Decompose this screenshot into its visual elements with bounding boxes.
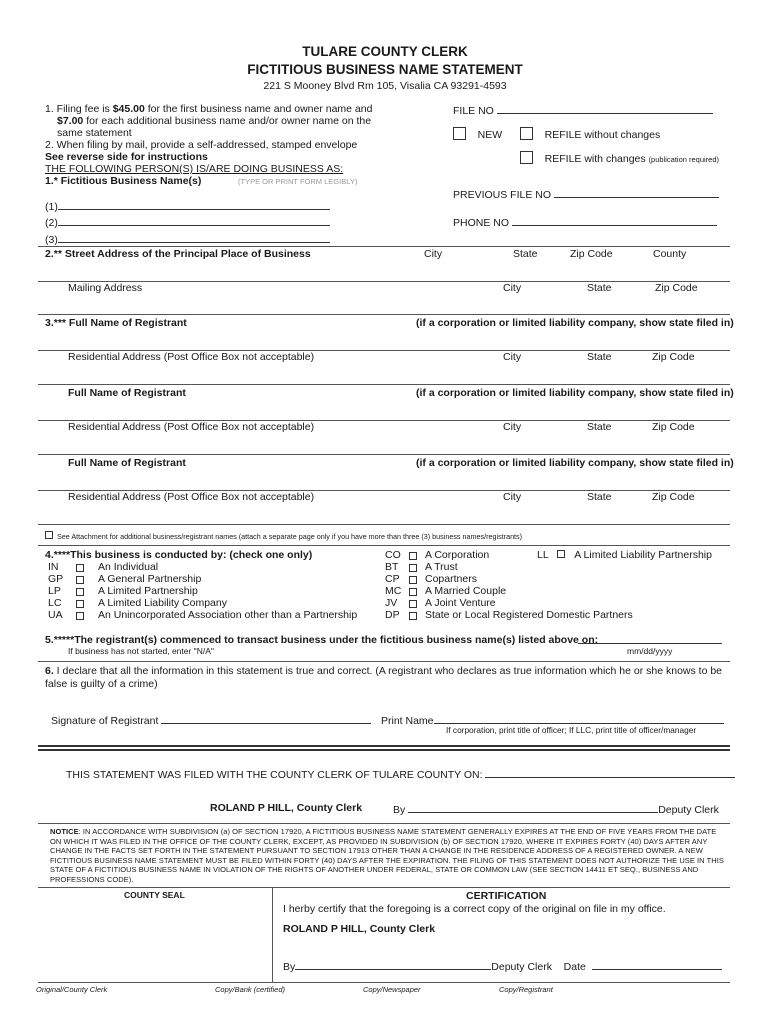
divider bbox=[38, 661, 730, 662]
signature-row: Signature of Registrant bbox=[51, 713, 371, 727]
registrant-1-corp-note: (if a corporation or limited liability company, show state filed in) bbox=[416, 317, 734, 329]
mailing-zip: Zip Code bbox=[655, 282, 698, 294]
registrant-1-zip: Zip Code bbox=[652, 351, 695, 363]
registrant-3-residential: Residential Address (Post Office Box not acceptable) bbox=[68, 491, 315, 503]
signature-field[interactable] bbox=[161, 713, 371, 724]
business-name-2-row: (2) bbox=[45, 215, 330, 229]
mailing-state: State bbox=[587, 282, 612, 294]
business-type-label: A Limited Partnership bbox=[98, 585, 198, 597]
certification-by-row: By Deputy Clerk Date bbox=[283, 959, 722, 973]
divider bbox=[38, 823, 730, 824]
business-type-code: IN bbox=[48, 561, 59, 573]
business-type-checkbox[interactable] bbox=[409, 552, 417, 560]
business-type-label: An Individual bbox=[98, 561, 159, 573]
business-name-1-field[interactable] bbox=[58, 199, 330, 210]
registrant-3-state: State bbox=[587, 491, 612, 503]
business-type-ll: LL A Limited Liability Partnership bbox=[537, 549, 712, 561]
declaration: 6. I declare that all the information in this statement is true and correct. (A registrant who declares as true information which he or she knows to be false is guilty of a crime) bbox=[45, 665, 723, 690]
business-type-checkbox[interactable] bbox=[409, 564, 417, 572]
business-type-label: A General Partnership bbox=[98, 573, 202, 585]
divider bbox=[38, 982, 730, 983]
mailing-address-label: Mailing Address bbox=[68, 282, 143, 294]
divider bbox=[38, 545, 730, 546]
business-name-3-field[interactable] bbox=[58, 232, 330, 243]
mailing-address-line[interactable] bbox=[38, 314, 730, 315]
business-type-checkbox[interactable] bbox=[76, 588, 84, 596]
registrant-3-address-line[interactable] bbox=[38, 524, 730, 525]
business-type-label: Copartners bbox=[425, 573, 477, 585]
business-type-checkbox[interactable] bbox=[409, 588, 417, 596]
divider bbox=[38, 887, 730, 888]
certification-date-field[interactable] bbox=[592, 959, 722, 970]
commence-date-field[interactable] bbox=[578, 633, 722, 644]
filed-date-field[interactable] bbox=[485, 767, 735, 778]
instruction-same-statement: same statement bbox=[57, 127, 132, 139]
business-type-checkbox[interactable] bbox=[409, 576, 417, 584]
doing-business-as: THE FOLLOWING PERSON(S) IS/ARE DOING BUSINESS AS: bbox=[45, 163, 344, 175]
business-type-code: DP bbox=[385, 609, 400, 621]
print-name-field[interactable] bbox=[434, 713, 724, 724]
county-seal-label: COUNTY SEAL bbox=[124, 890, 185, 900]
attachment-checkbox[interactable] bbox=[45, 531, 53, 539]
registrant-2-zip: Zip Code bbox=[652, 421, 695, 433]
registrant-1-address-line[interactable] bbox=[38, 384, 730, 385]
registrant-1-state: State bbox=[587, 351, 612, 363]
business-type-checkbox[interactable] bbox=[76, 576, 84, 584]
footer-copy-3: Copy/Newspaper bbox=[363, 985, 421, 994]
instruction-fee-additional: $7.00 for each additional business name and/or owner name on the bbox=[57, 115, 372, 127]
business-type-label: A Limited Liability Company bbox=[98, 597, 227, 609]
refile-without-checkbox[interactable] bbox=[520, 127, 533, 140]
business-type-label: An Unincorporated Association other than a Partnership bbox=[98, 609, 358, 621]
file-no-row: FILE NO bbox=[453, 103, 713, 117]
registrant-1-city: City bbox=[503, 351, 522, 363]
business-type-code: JV bbox=[385, 597, 398, 609]
mailing-city: City bbox=[503, 282, 522, 294]
registrant-2-city: City bbox=[503, 421, 522, 433]
section1-hint: (TYPE OR PRINT FORM LEGIBLY) bbox=[238, 177, 358, 186]
footer-copy-2: Copy/Bank (certified) bbox=[215, 985, 286, 994]
business-type-checkbox[interactable] bbox=[76, 612, 84, 620]
business-name-3-row: (3) bbox=[45, 232, 330, 246]
previous-file-no-row: PREVIOUS FILE NO bbox=[453, 187, 719, 201]
registrant-1-residential: Residential Address (Post Office Box not acceptable) bbox=[68, 351, 315, 363]
print-name-row: Print Name bbox=[381, 713, 724, 727]
business-type-code: MC bbox=[385, 585, 402, 597]
business-name-2-field[interactable] bbox=[58, 215, 330, 226]
new-option: NEW bbox=[453, 127, 502, 141]
footer-copy-1: Original/County Clerk bbox=[36, 985, 108, 994]
business-type-checkbox[interactable] bbox=[76, 600, 84, 608]
attachment-row: See Attachment for additional business/registrant names (attach a separate page only if you have more than three (3) business names/registrants) bbox=[45, 531, 522, 541]
date-format: mm/dd/yyyy bbox=[627, 646, 673, 656]
section2-county: County bbox=[653, 248, 687, 260]
registrant-3-city: City bbox=[503, 491, 522, 503]
certification-deputy-field[interactable] bbox=[295, 959, 491, 970]
certification-text: I herby certify that the foregoing is a correct copy of the original on file in my office. bbox=[283, 903, 666, 915]
refile-with-option: REFILE with changes (publication required) bbox=[520, 151, 719, 165]
phone-no-row: PHONE NO bbox=[453, 215, 717, 229]
section4-label: 4.****This business is conducted by: (check one only) bbox=[45, 549, 313, 561]
refile-without-option: REFILE without changes bbox=[520, 127, 660, 141]
section2-city: City bbox=[424, 248, 443, 260]
section1-label: 1.* Fictitious Business Name(s) bbox=[45, 175, 202, 187]
registrant-2-state: State bbox=[587, 421, 612, 433]
business-type-code: GP bbox=[48, 573, 64, 585]
business-type-checkbox[interactable] bbox=[409, 600, 417, 608]
instruction-fee: 1. Filing fee is $45.00 for the first business name and owner name and bbox=[45, 103, 373, 115]
seal-divider bbox=[272, 888, 273, 982]
file-no-field[interactable] bbox=[497, 103, 713, 114]
section3-label: 3.*** Full Name of Registrant bbox=[45, 317, 187, 329]
business-type-checkbox[interactable] bbox=[76, 564, 84, 572]
registrant-3-label: Full Name of Registrant bbox=[68, 457, 186, 469]
registrant-2-corp-note: (if a corporation or limited liability company, show state filed in) bbox=[416, 387, 734, 399]
business-type-checkbox[interactable] bbox=[409, 612, 417, 620]
registrant-2-residential: Residential Address (Post Office Box not acceptable) bbox=[68, 421, 315, 433]
certification-clerk: ROLAND P HILL, County Clerk bbox=[283, 923, 436, 935]
section5-label: 5.*****The registrant(s) commenced to transact business under the fictitious business name(s) listed above on: bbox=[45, 634, 599, 646]
filing-clerk: ROLAND P HILL, County Clerk bbox=[210, 802, 363, 814]
registrant-2-label: Full Name of Registrant bbox=[68, 387, 186, 399]
business-type-label: A Trust bbox=[425, 561, 458, 573]
office-address: 221 S Mooney Blvd Rm 105, Visalia CA 93291-4593 bbox=[263, 80, 507, 92]
filing-by-row: By Deputy Clerk bbox=[393, 804, 719, 816]
registrant-2-address-line[interactable] bbox=[38, 454, 730, 455]
section-separator bbox=[38, 745, 730, 751]
refile-with-checkbox[interactable] bbox=[520, 151, 533, 164]
section5-note: If business has not started, enter "N/A" bbox=[68, 646, 214, 656]
previous-file-no-field[interactable] bbox=[554, 187, 719, 198]
divider bbox=[38, 246, 730, 247]
business-type-code: UA bbox=[48, 609, 63, 621]
certification-title: CERTIFICATION bbox=[466, 890, 547, 902]
form-subtitle: FICTITIOUS BUSINESS NAME STATEMENT bbox=[247, 62, 523, 77]
registrant-3-zip: Zip Code bbox=[652, 491, 695, 503]
business-type-code: CP bbox=[385, 573, 400, 585]
business-type-ll-checkbox[interactable] bbox=[557, 550, 565, 558]
registrant-3-corp-note: (if a corporation or limited liability company, show state filed in) bbox=[416, 457, 734, 469]
business-type-label: A Corporation bbox=[425, 549, 490, 561]
form-title: TULARE COUNTY CLERK bbox=[302, 44, 468, 59]
business-type-label: State or Local Registered Domestic Partners bbox=[425, 609, 633, 621]
instruction-mail: 2. When filing by mail, provide a self-addressed, stamped envelope bbox=[45, 139, 358, 151]
business-type-code: LP bbox=[48, 585, 61, 597]
phone-no-field[interactable] bbox=[512, 215, 717, 226]
county-seal-area bbox=[40, 902, 266, 978]
section2-state: State bbox=[513, 248, 538, 260]
footer-copy-4: Copy/Registrant bbox=[499, 985, 553, 994]
business-type-code: LC bbox=[48, 597, 62, 609]
business-type-label: A Joint Venture bbox=[425, 597, 496, 609]
business-name-1-row: (1) bbox=[45, 199, 330, 213]
section2-label: 2.** Street Address of the Principal Place of Business bbox=[45, 248, 311, 260]
business-type-label: A Married Couple bbox=[425, 585, 507, 597]
filing-deputy-field[interactable] bbox=[408, 802, 658, 813]
business-type-code: CO bbox=[385, 549, 401, 561]
notice-text: NOTICE: IN ACCORDANCE WITH SUBDIVISION (a) OF SECTION 17920, A FICTITIOUS BUSINESS NAME STATEMENT GENERALLY EXPIRES AT THE END OF FIVE YEARS FROM THE DATE ON WHICH IT WAS FILED IN THE OFFICE OF THE COUNTY CLERK, EXCEPT, AS PROVIDED IN SUBDIVISION (b) OF SECTION 17920, WHERE IT EXPIRES FORTY (40) DAYS AFTER ANY CHANGE IN THE FACTS SET FORTH IN THE STATEMENT PURSUANT TO SECTION 17913 OTHER THAN A CHANGE IN THE RESIDENCE ADDRESS OF A REGISTERED OWNER. A NEW FICTITIOUS BUSINESS NAME STATEMENT MUST BE FILED WITHIN FORTY (40) DAYS AFTER THE EXPIRATION. THE FILING OF THIS STATEMENT DOES NOT AUTHORIZE THE USE IN THIS STATE OF A FICTITIOUS BUSINESS NAME IN VIOLATION OF THE RIGHTS OF ANOTHER UNDER FEDERAL, STATE OR COMMON LAW (SEE SECTION 14411 ET SEQ., BUSINESS AND PROFESSIONS CODE). bbox=[50, 827, 724, 884]
business-type-code: BT bbox=[385, 561, 399, 573]
title-note: If corporation, print title of officer; If LLC, print title of officer/manager bbox=[446, 725, 697, 735]
section2-zip: Zip Code bbox=[570, 248, 613, 260]
instruction-reverse: See reverse side for instructions bbox=[45, 151, 208, 163]
filed-statement: THIS STATEMENT WAS FILED WITH THE COUNTY CLERK OF TULARE COUNTY ON: bbox=[66, 767, 735, 781]
new-checkbox[interactable] bbox=[453, 127, 466, 140]
